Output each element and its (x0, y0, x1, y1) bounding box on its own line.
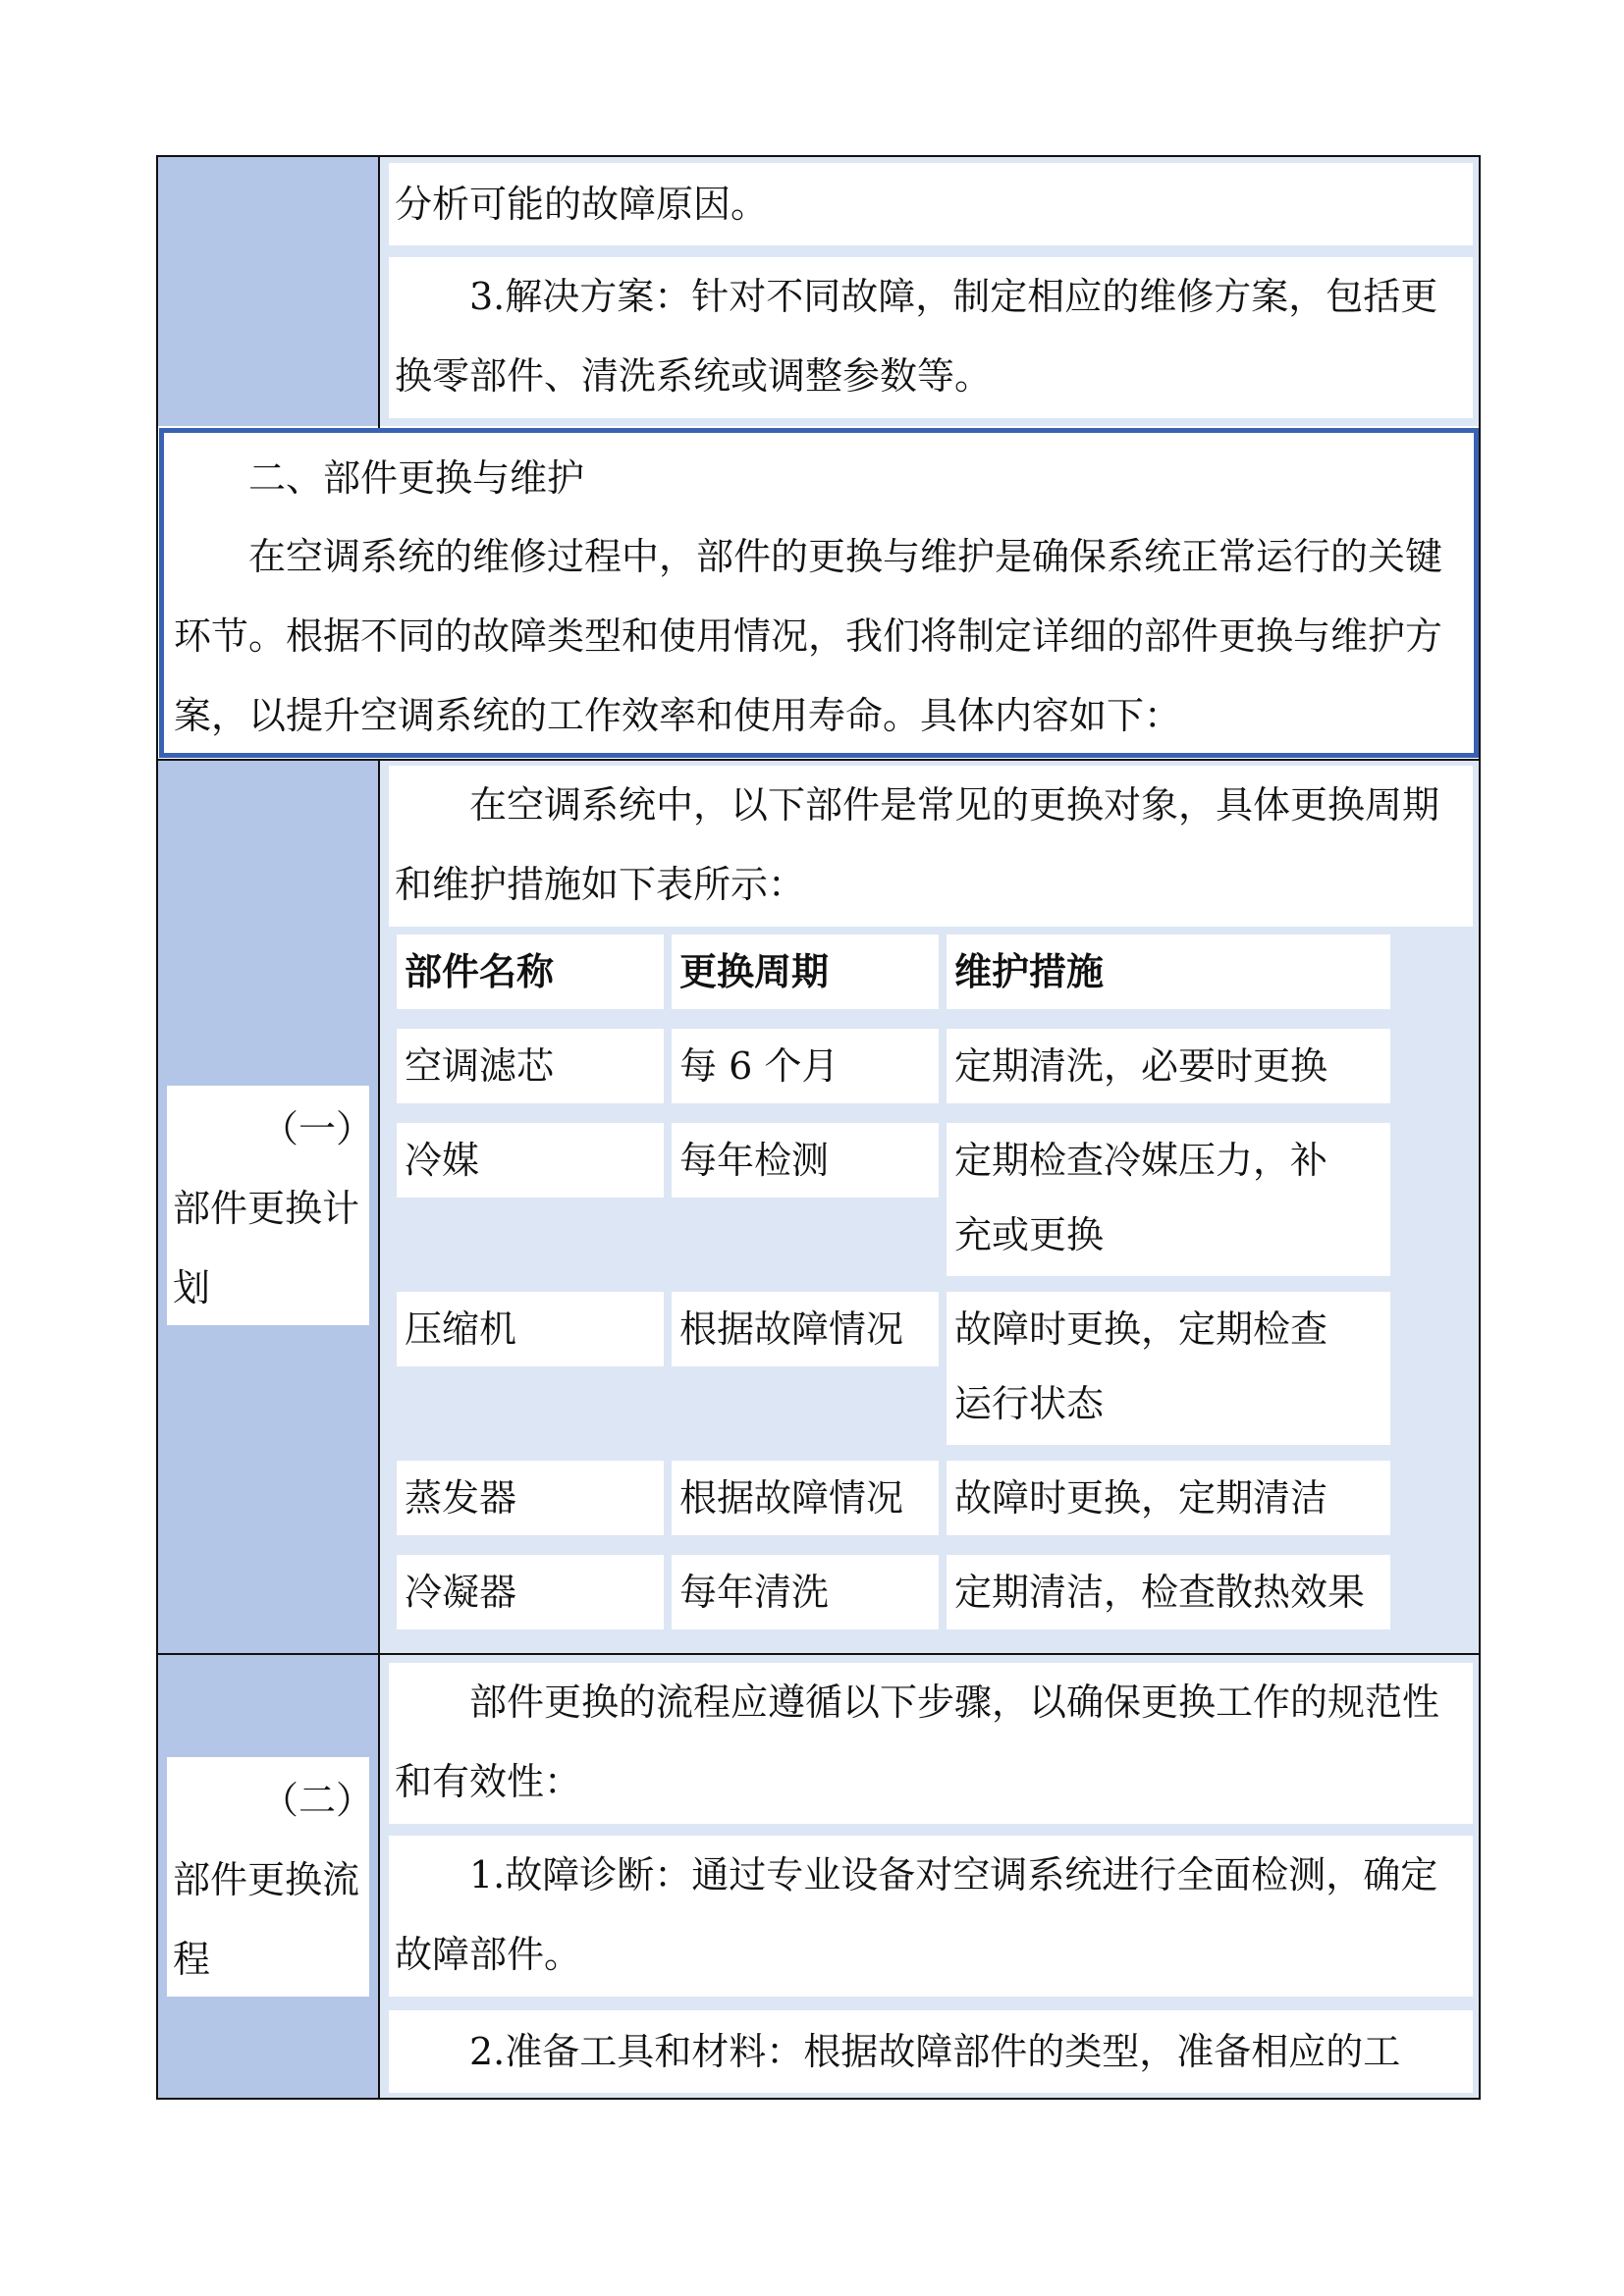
rule-top (156, 155, 1481, 157)
table-cell-r3-measure: 故障时更换，定期检查运行状态 (947, 1292, 1390, 1445)
table-cell-r1-measure: 定期清洗，必要时更换 (947, 1029, 1390, 1103)
table-header-cycle: 更换周期 (672, 934, 939, 1009)
sub2-label: （二）部件更换流程 (173, 1779, 360, 1981)
sub1-label: （一）部件更换计划 (173, 1107, 360, 1309)
rule-right (1479, 155, 1481, 2100)
sub2-label-box (167, 1757, 369, 1997)
sub2-intro-box (389, 1663, 1473, 1824)
sub1-label-box (167, 1086, 369, 1325)
rule-mid-block1 (378, 155, 380, 428)
table-cell-r4-name: 蒸发器 (397, 1461, 664, 1535)
sub2-step1-box (389, 1836, 1473, 1997)
table-cell-r5-measure: 定期清洁，检查散热效果 (947, 1555, 1390, 1629)
table-cell-r2-measure: 定期检查冷媒压力，补充或更换 (947, 1123, 1390, 1276)
sub1-intro: 在空调系统中，以下部件是常见的更换对象，具体更换周期和维护措施如下表所示： (395, 783, 1440, 906)
left-column-block1 (157, 157, 379, 426)
sub2-step2-box (389, 2010, 1473, 2093)
section2-heading: 二、部件更换与维护 (248, 456, 585, 500)
sub2-step1: 1.故障诊断：通过专业设备对空调系统进行全面检测，确定故障部件。 (395, 1853, 1438, 1976)
table-cell-r4-cycle: 根据故障情况 (672, 1461, 939, 1535)
rule-sub2-top (156, 1653, 1481, 1655)
table-cell-r2-name: 冷媒 (397, 1123, 664, 1198)
table-header-measure: 维护措施 (947, 934, 1390, 1009)
section2-paragraph: 在空调系统的维修过程中，部件的更换与维护是确保系统正常运行的关键环节。根据不同的故障类型和使用情况，我们将制定详细的部件更换与维护方案，以提升空调系统的工作效率和使用寿命。具体内容如下： (174, 535, 1443, 737)
rule-bottom (156, 2098, 1481, 2100)
table-cell-r3-cycle: 根据故障情况 (672, 1292, 939, 1366)
rule-sub1-top (156, 759, 1481, 761)
table-cell-r5-cycle: 每年清洗 (672, 1555, 939, 1629)
section2-box (159, 428, 1479, 758)
rule-mid-lower (378, 759, 380, 2100)
sub2-step2: 2.准备工具和材料：根据故障部件的类型，准备相应的工 (469, 2030, 1401, 2073)
table-cell-r5-name: 冷凝器 (397, 1555, 664, 1629)
table-cell-r1-name: 空调滤芯 (397, 1029, 664, 1103)
rule-left (156, 155, 158, 2100)
table-cell-r3-name: 压缩机 (397, 1292, 664, 1366)
table-cell-r1-cycle: 每 6 个月 (672, 1029, 939, 1103)
table-header-name: 部件名称 (397, 934, 664, 1009)
sub2-intro: 部件更换的流程应遵循以下步骤，以确保更换工作的规范性和有效性： (395, 1681, 1440, 1803)
block1-item3: 3.解决方案：针对不同故障，制定相应的维修方案，包括更换零部件、清洗系统或调整参数等。 (389, 257, 1473, 418)
table-cell-r4-measure: 故障时更换，定期清洁 (947, 1461, 1390, 1535)
block1-line-cont: 分析可能的故障原因。 (389, 163, 1473, 245)
table-cell-r2-cycle: 每年检测 (672, 1123, 939, 1198)
sub1-intro-box (389, 766, 1473, 927)
